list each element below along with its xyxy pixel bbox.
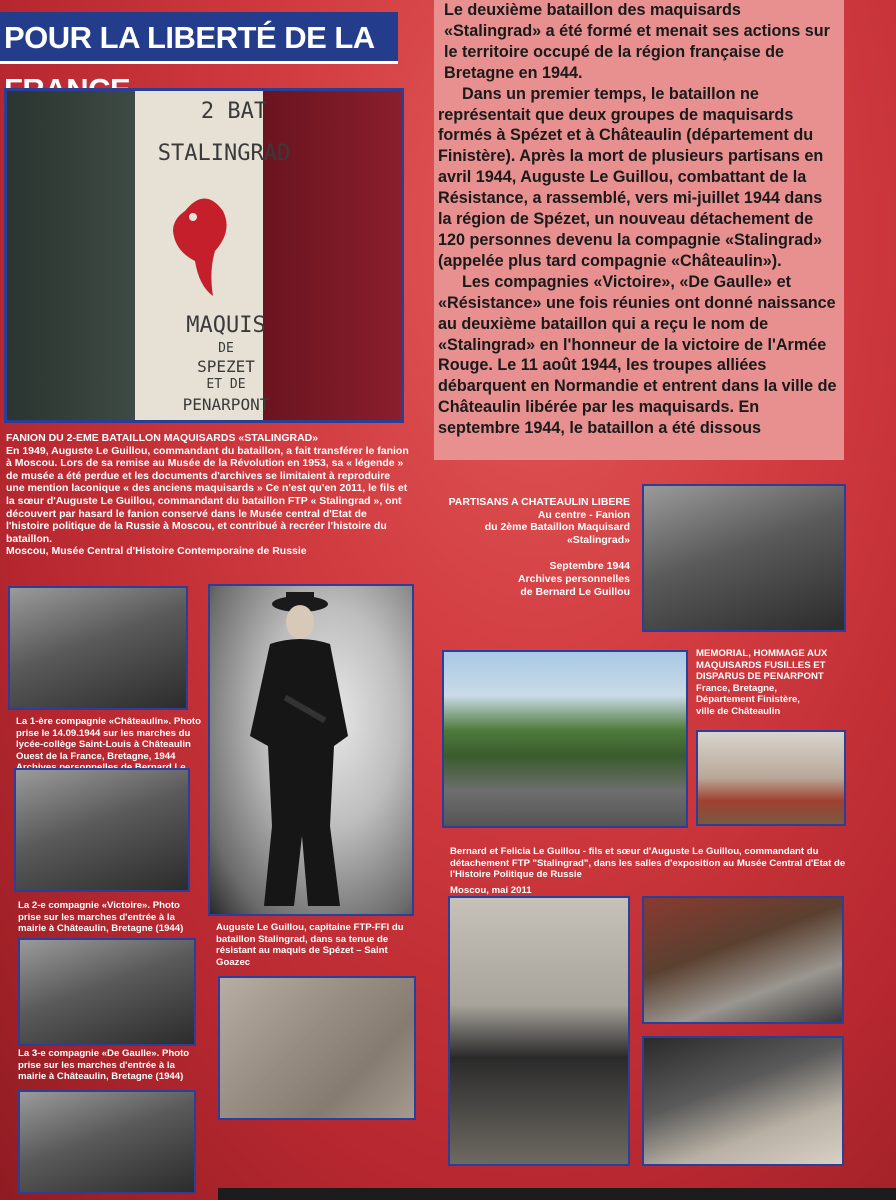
flag-caption-heading: FANION DU 2-EME BATAILLON MAQUISARDS «STALINGRAD» <box>6 432 319 444</box>
visit-photo-display-case <box>642 896 844 1024</box>
partisans-source-1: Archives personnelles <box>517 572 630 585</box>
visit-photo-documents <box>642 1036 844 1166</box>
flag-text-de: DE <box>218 341 234 356</box>
partisans-line-3: «Stalingrad» <box>566 533 630 546</box>
company-1-photo <box>8 586 188 710</box>
flag-caption <box>6 432 410 558</box>
partisans-source-2: de Bernard Le Guillou <box>520 585 630 598</box>
memorial-caption <box>696 648 846 717</box>
visit-place: Moscou, mai 2011 <box>450 884 532 896</box>
page-title: POUR LA LIBERTÉ DE LA <box>0 12 398 64</box>
main-text-block <box>434 0 844 460</box>
flag-caption-source: Moscou, Musée Central d'Histoire Contemporaine de Russie <box>6 545 307 558</box>
main-paragraph-2: Dans un premier temps, le bataillon ne représentait que deux groupes de maquisards formés à Spézet et à Châteaulin (département du Finistère). Après la mort de plusieurs partisans en avril 1944, Auguste Le Guillou, combattant de la Résistance, a rassemblé, vers mi-juillet 1944 dans la région de Spézet, un nouveau détachement de 120 personnes devenu la compagnie «Stalingrad» (appelée plus tard compagnie «Châteaulin»). <box>438 84 824 270</box>
main-paragraph-3: Les compagnies «Victoire», «De Gaulle» et «Résistance» une fois réunies ont donné naissance au deuxième bataillon qui a reçu le nom de «Stalingrad» en l'honneur de la victoire de l'Armée Rouge. Le 11 août 1944, les troupes alliées débarquent en Normandie et entrent dans la ville de Châteaulin libérée par les maquisards. En septembre 1944, le bataillon a été dissous <box>438 272 837 438</box>
partisans-line-2: du 2ème Bataillon Maquisard <box>484 521 630 534</box>
company-1-caption: La 1-ère compagnie «Châteaulin». Photo prise le 14.09.1944 sur les marches du lycée-collège Saint-Louis à Châteaulin Ouest de la France, Bretagne, 1944 <box>16 716 201 762</box>
company-3-caption: La 3-e compagnie «De Gaulle». Photo prise sur les marches d'entrée à la mairie à Châteaulin, Bretagne (1944) <box>18 1048 190 1082</box>
company-4-photo <box>18 1090 196 1194</box>
relief-sculpture-photo <box>218 976 416 1120</box>
flag-text-spezet: SPEZET <box>197 357 255 376</box>
auguste-caption: Auguste Le Guillou, capitaine FTP-FFI du bataillon Stalingrad, dans sa tenue de résistant au maquis de Spézet – Saint Goazec <box>216 922 404 968</box>
memorial-heading: MEMORIAL, HOMMAGE AUX MAQUISARDS FUSILLES ET DISPARUS DE PENARPONT <box>696 648 828 682</box>
visit-photo-main <box>448 896 630 1166</box>
flag-text-penarpont: PENARPONT <box>182 395 270 414</box>
flag-text-stalingrad: STALINGRAD <box>157 141 291 166</box>
museum-room-photo <box>696 730 846 826</box>
company-2-photo <box>14 768 190 892</box>
flag-photo <box>4 88 404 423</box>
company-2-caption: La 2-e compagnie «Victoire». Photo prise sur les marches d'entrée à la mairie à Châteaulin, Bretagne (1944) <box>18 900 184 934</box>
soldier-silhouette-icon <box>210 586 412 914</box>
memorial-photo <box>442 650 688 828</box>
auguste-portrait-photo <box>208 584 414 916</box>
flag-text-bat: 2 BAT <box>200 99 268 124</box>
flag-text-et-de: ET DE <box>206 377 246 392</box>
main-paragraph-1: Le deuxième bataillon des maquisards «Stalingrad» a été formé et menait ses actions sur le territoire occupé de la région française de Bretagne en 1944. <box>444 1 830 82</box>
bottom-strip <box>218 1188 896 1200</box>
visit-caption <box>450 846 850 896</box>
flag-text-maquis: MAQUIS <box>186 313 266 338</box>
flag-caption-body: En 1949, Auguste Le Guillou, commandant du bataillon, a fait transférer le fanion à Moscou. Lors de sa remise au Musée de la Révolution en 1953, sa « légende » de musée a été perdue et les documents d'archives se limitaient à reproduire une mention laconique « des anciens maquisards » Ce n'est qu'en 2011, le fils et la sœur d'Auguste Le Guillou, commandant du bataillon FTP « Stalingrad », ont découvert par hasard le fanion conservé dans le Musée central d'Etat de l'histoire politique de la Russie à Moscou, et contribué à recréer l'histoire du bataillon. <box>6 444 409 545</box>
partisans-caption <box>440 496 630 598</box>
visit-caption-text: Bernard et Felicia Le Guillou - fils et sœur d'Auguste Le Guillou, commandant du détachement FTP "Stalingrad", dans les salles d'exposition au Musée Central d'Etat de l'Histoire Politique de Russie <box>450 846 846 880</box>
partisans-heading: PARTISANS A CHATEAULIN LIBERE <box>448 496 630 508</box>
phrygian-cap-icon <box>165 191 235 301</box>
partisans-photo <box>642 484 846 632</box>
memorial-line-2: Département Finistère, <box>696 694 800 705</box>
company-3-photo <box>18 938 196 1046</box>
partisans-line-1: Au centre - Fanion <box>537 508 630 521</box>
memorial-line-1: France, Bretagne, <box>696 682 778 694</box>
memorial-line-3: ville de Châteaulin <box>696 705 781 717</box>
partisans-date: Septembre 1944 <box>549 560 630 573</box>
